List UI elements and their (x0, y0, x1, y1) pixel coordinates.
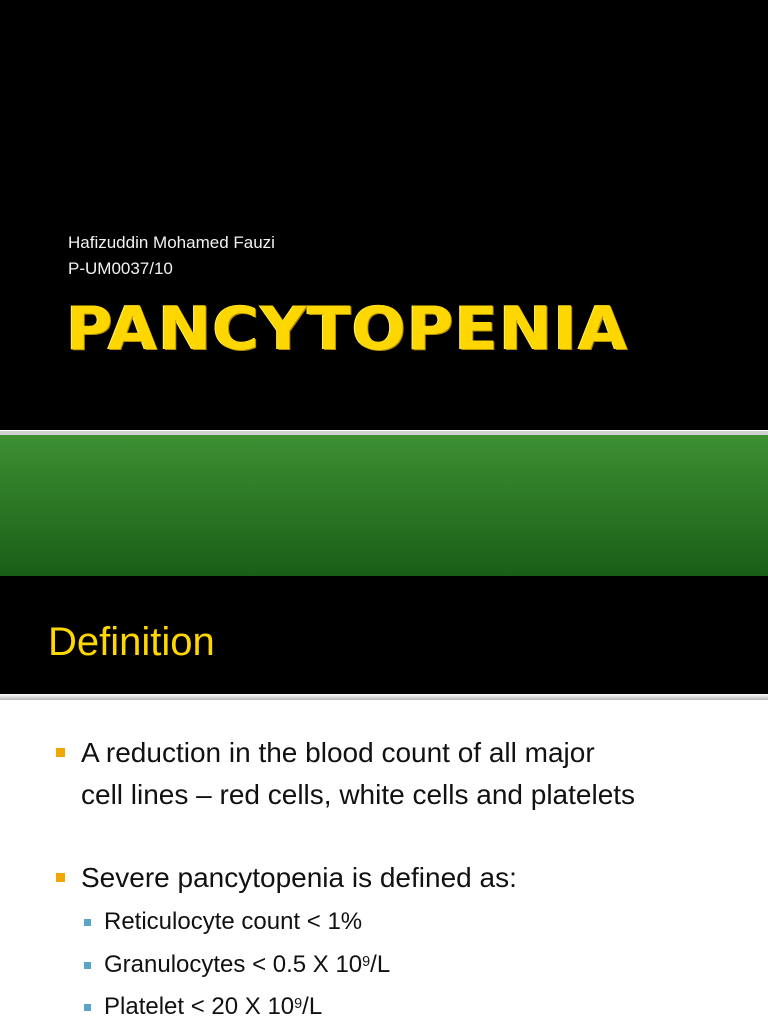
green-decorative-band (0, 435, 768, 576)
author-block (68, 230, 275, 282)
sub-bullet-prefix: Platelet < 20 X 10 (104, 993, 295, 1020)
bullet-text: Severe pancytopenia is defined as: (81, 862, 517, 893)
exponent: 9 (362, 953, 371, 970)
sub-bullet-prefix: Granulocytes < 0.5 X 10 (104, 951, 363, 978)
sub-bullet-suffix: /L (370, 951, 391, 978)
sub-bullet-square-icon (84, 919, 91, 926)
bullet-text: A reduction in the blood count of all major (81, 737, 595, 768)
presentation-title: PANCYTOPENIA (66, 294, 629, 364)
sub-bullet-text (104, 947, 390, 983)
sub-list-item (84, 904, 362, 940)
list-item (56, 857, 517, 899)
title-slide (0, 0, 768, 430)
sub-bullet-square-icon (84, 1004, 91, 1011)
author-name: Hafizuddin Mohamed Fauzi (68, 233, 275, 252)
bullet-square-icon (56, 748, 65, 757)
list-item (56, 732, 635, 816)
author-id: P-UM0037/10 (68, 259, 173, 278)
exponent: 9 (294, 995, 303, 1012)
bullet-text-continued: cell lines – red cells, white cells and platelets (81, 779, 636, 810)
sub-bullet-text (104, 989, 322, 1025)
sub-list-item (84, 989, 322, 1025)
slide-heading: Definition (48, 620, 215, 664)
sub-bullet-square-icon (84, 962, 91, 969)
sub-list-item (84, 947, 390, 983)
sub-bullet-text: Reticulocyte count < 1% (104, 908, 363, 935)
bullet-square-icon (56, 873, 65, 882)
sub-bullet-suffix: /L (302, 993, 323, 1020)
